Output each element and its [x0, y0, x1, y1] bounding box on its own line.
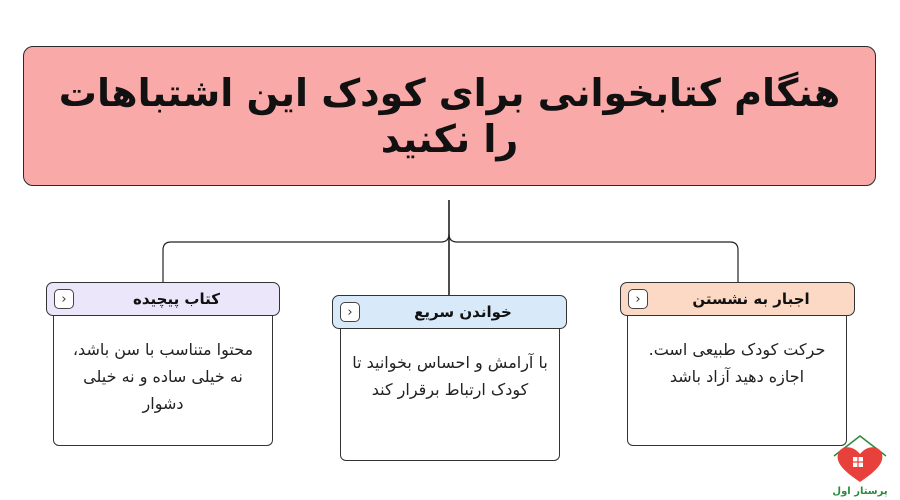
- card-header-label: کتاب پیچیده: [133, 290, 220, 308]
- logo-text: پرستار اول: [832, 486, 888, 497]
- card-body-forced-sitting: [627, 316, 847, 446]
- chevron-right-icon[interactable]: ›: [628, 289, 648, 309]
- card-header-fast-reading[interactable]: [332, 295, 567, 329]
- card-header-complex-book[interactable]: [46, 282, 280, 316]
- card-header-forced-sitting[interactable]: [620, 282, 855, 316]
- card-header-label: اجبار به نشستن: [692, 290, 810, 308]
- card-body-fast-reading: [340, 329, 560, 461]
- chevron-right-icon[interactable]: ›: [54, 289, 74, 309]
- diagram-title: هنگام کتابخوانی برای کودک این اشتباهات را نکنید: [58, 71, 841, 161]
- chevron-right-icon[interactable]: ›: [340, 302, 360, 322]
- connector-branch: [163, 234, 738, 282]
- card-body-complex-book: [53, 316, 273, 446]
- card-header-label: خواندن سریع: [414, 303, 512, 321]
- card-body-text: حرکت کودک طبیعی است. اجازه دهید آزاد باشد: [648, 340, 826, 386]
- card-body-text: محتوا متناسب با سن باشد، نه خیلی ساده و نه خیلی دشوار: [72, 340, 254, 413]
- card-body-text: با آرامش و احساس بخوانید تا کودک ارتباط برقرار کند: [352, 353, 548, 399]
